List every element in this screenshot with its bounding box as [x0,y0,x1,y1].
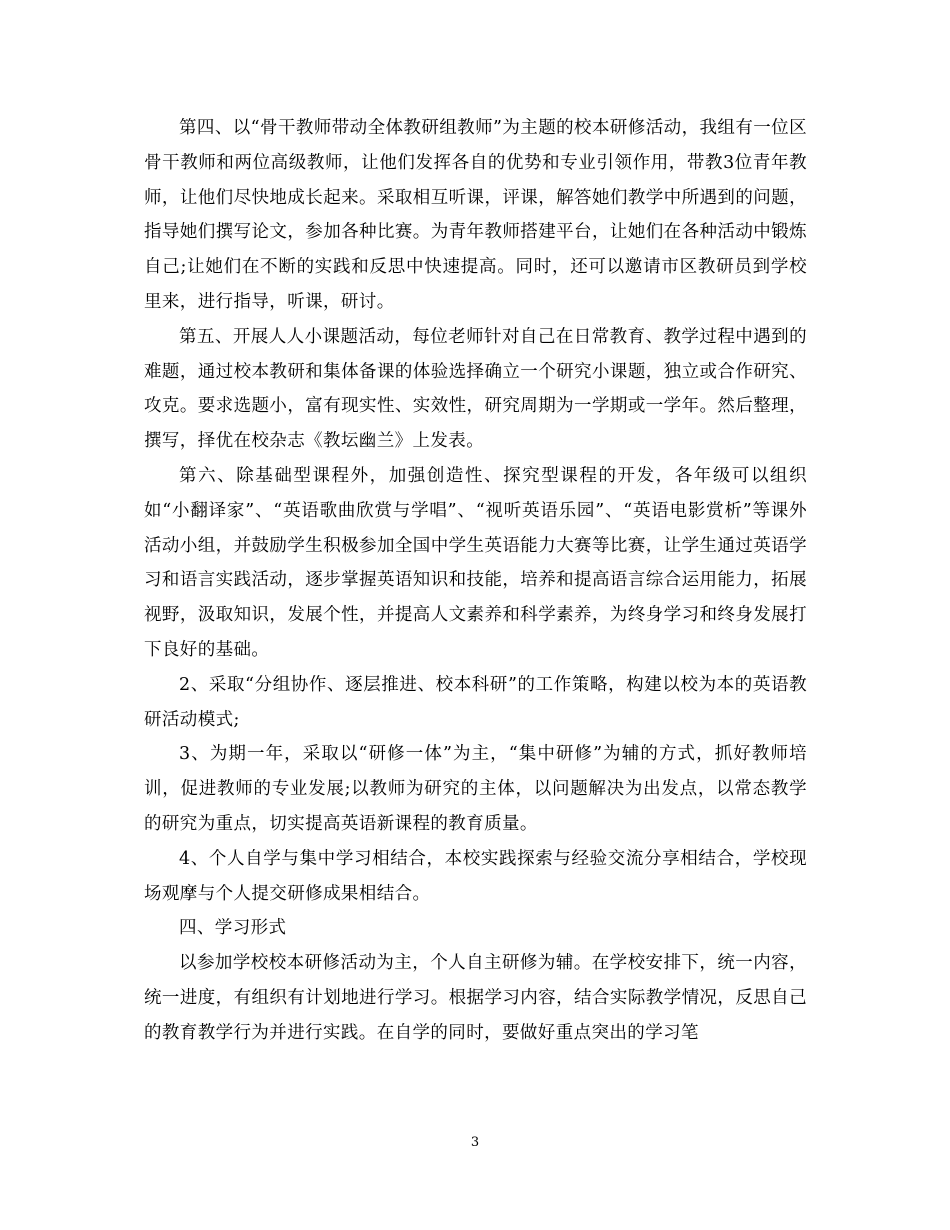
paragraph-fourth-activity: 第四、以“骨干教师带动全体教研组教师”为主题的校本研修活动，我组有一位区骨干教师和两位高级教师，让他们发挥各自的优势和专业引领作用，带教3位青年教师，让他们尽快地成长起来。采取相互听课，评课，解答她们教学中所遇到的问题，指导她们撰写论文，参加各种比赛。为青年教师搭建平台，让她们在各种活动中锻炼自己;让她们在不断的实践和反思中快速提高。同时，还可以邀请市区教研员到学校里来，进行指导，听课，研讨。 [144,118,807,312]
paragraph-item-4: 4、个人自学与集中学习相结合，本校实践探索与经验交流分享相结合，学校现场观摩与个人提交研修成果相结合。 [144,848,807,904]
paragraph-sixth-activity: 第六、除基础型课程外，加强创造性、探究型课程的开发，各年级可以组织如“小翻译家”、“英语歌曲欣赏与学唱”、“视听英语乐园”、“英语电影赏析”等课外活动小组，并鼓励学生积极参加全国中学生英语能力大赛等比赛，让学生通过英语学习和语言实践活动，逐步掌握英语知识和技能，培养和提高语言综合运用能力，拓展视野，汲取知识，发展个性，并提高人文素养和科学素养，为终身学习和终身发展打下良好的基础。 [144,465,807,660]
paragraph-item-3: 3、为期一年，采取以“研修一体”为主，“集中研修”为辅的方式，抓好教师培训，促进教师的专业发展;以教师为研究的主体，以问题解决为出发点，以常态教学的研究为重点，切实提高英语新课程的教育质量。 [144,744,807,834]
section-heading-study-format: 四、学习形式 [179,918,287,939]
paragraph-item-2: 2、采取“分组协作、逐层推进、校本科研”的工作策略，构建以校为本的英语教研活动模式; [144,674,807,730]
page-number: 3 [470,1135,480,1150]
paragraph-fifth-activity: 第五、开展人人小课题活动，每位老师针对自己在日常教育、教学过程中遇到的难题，通过校本教研和集体备课的体验选择确立一个研究小课题，独立或合作研究、攻克。要求选题小，富有现实性、实效性，研究周期为一学期或一学年。然后整理，撰写，择优在校杂志《教坛幽兰》上发表。 [144,326,807,452]
paragraph-study-format: 以参加学校校本研修活动为主，个人自主研修为辅。在学校安排下，统一内容，统一进度，有组织有计划地进行学习。根据学习内容，结合实际教学情况，反思自己的教育教学行为并进行实践。在自学的同时，要做好重点突出的学习笔 [144,953,807,1043]
document-body [144,111,807,1051]
